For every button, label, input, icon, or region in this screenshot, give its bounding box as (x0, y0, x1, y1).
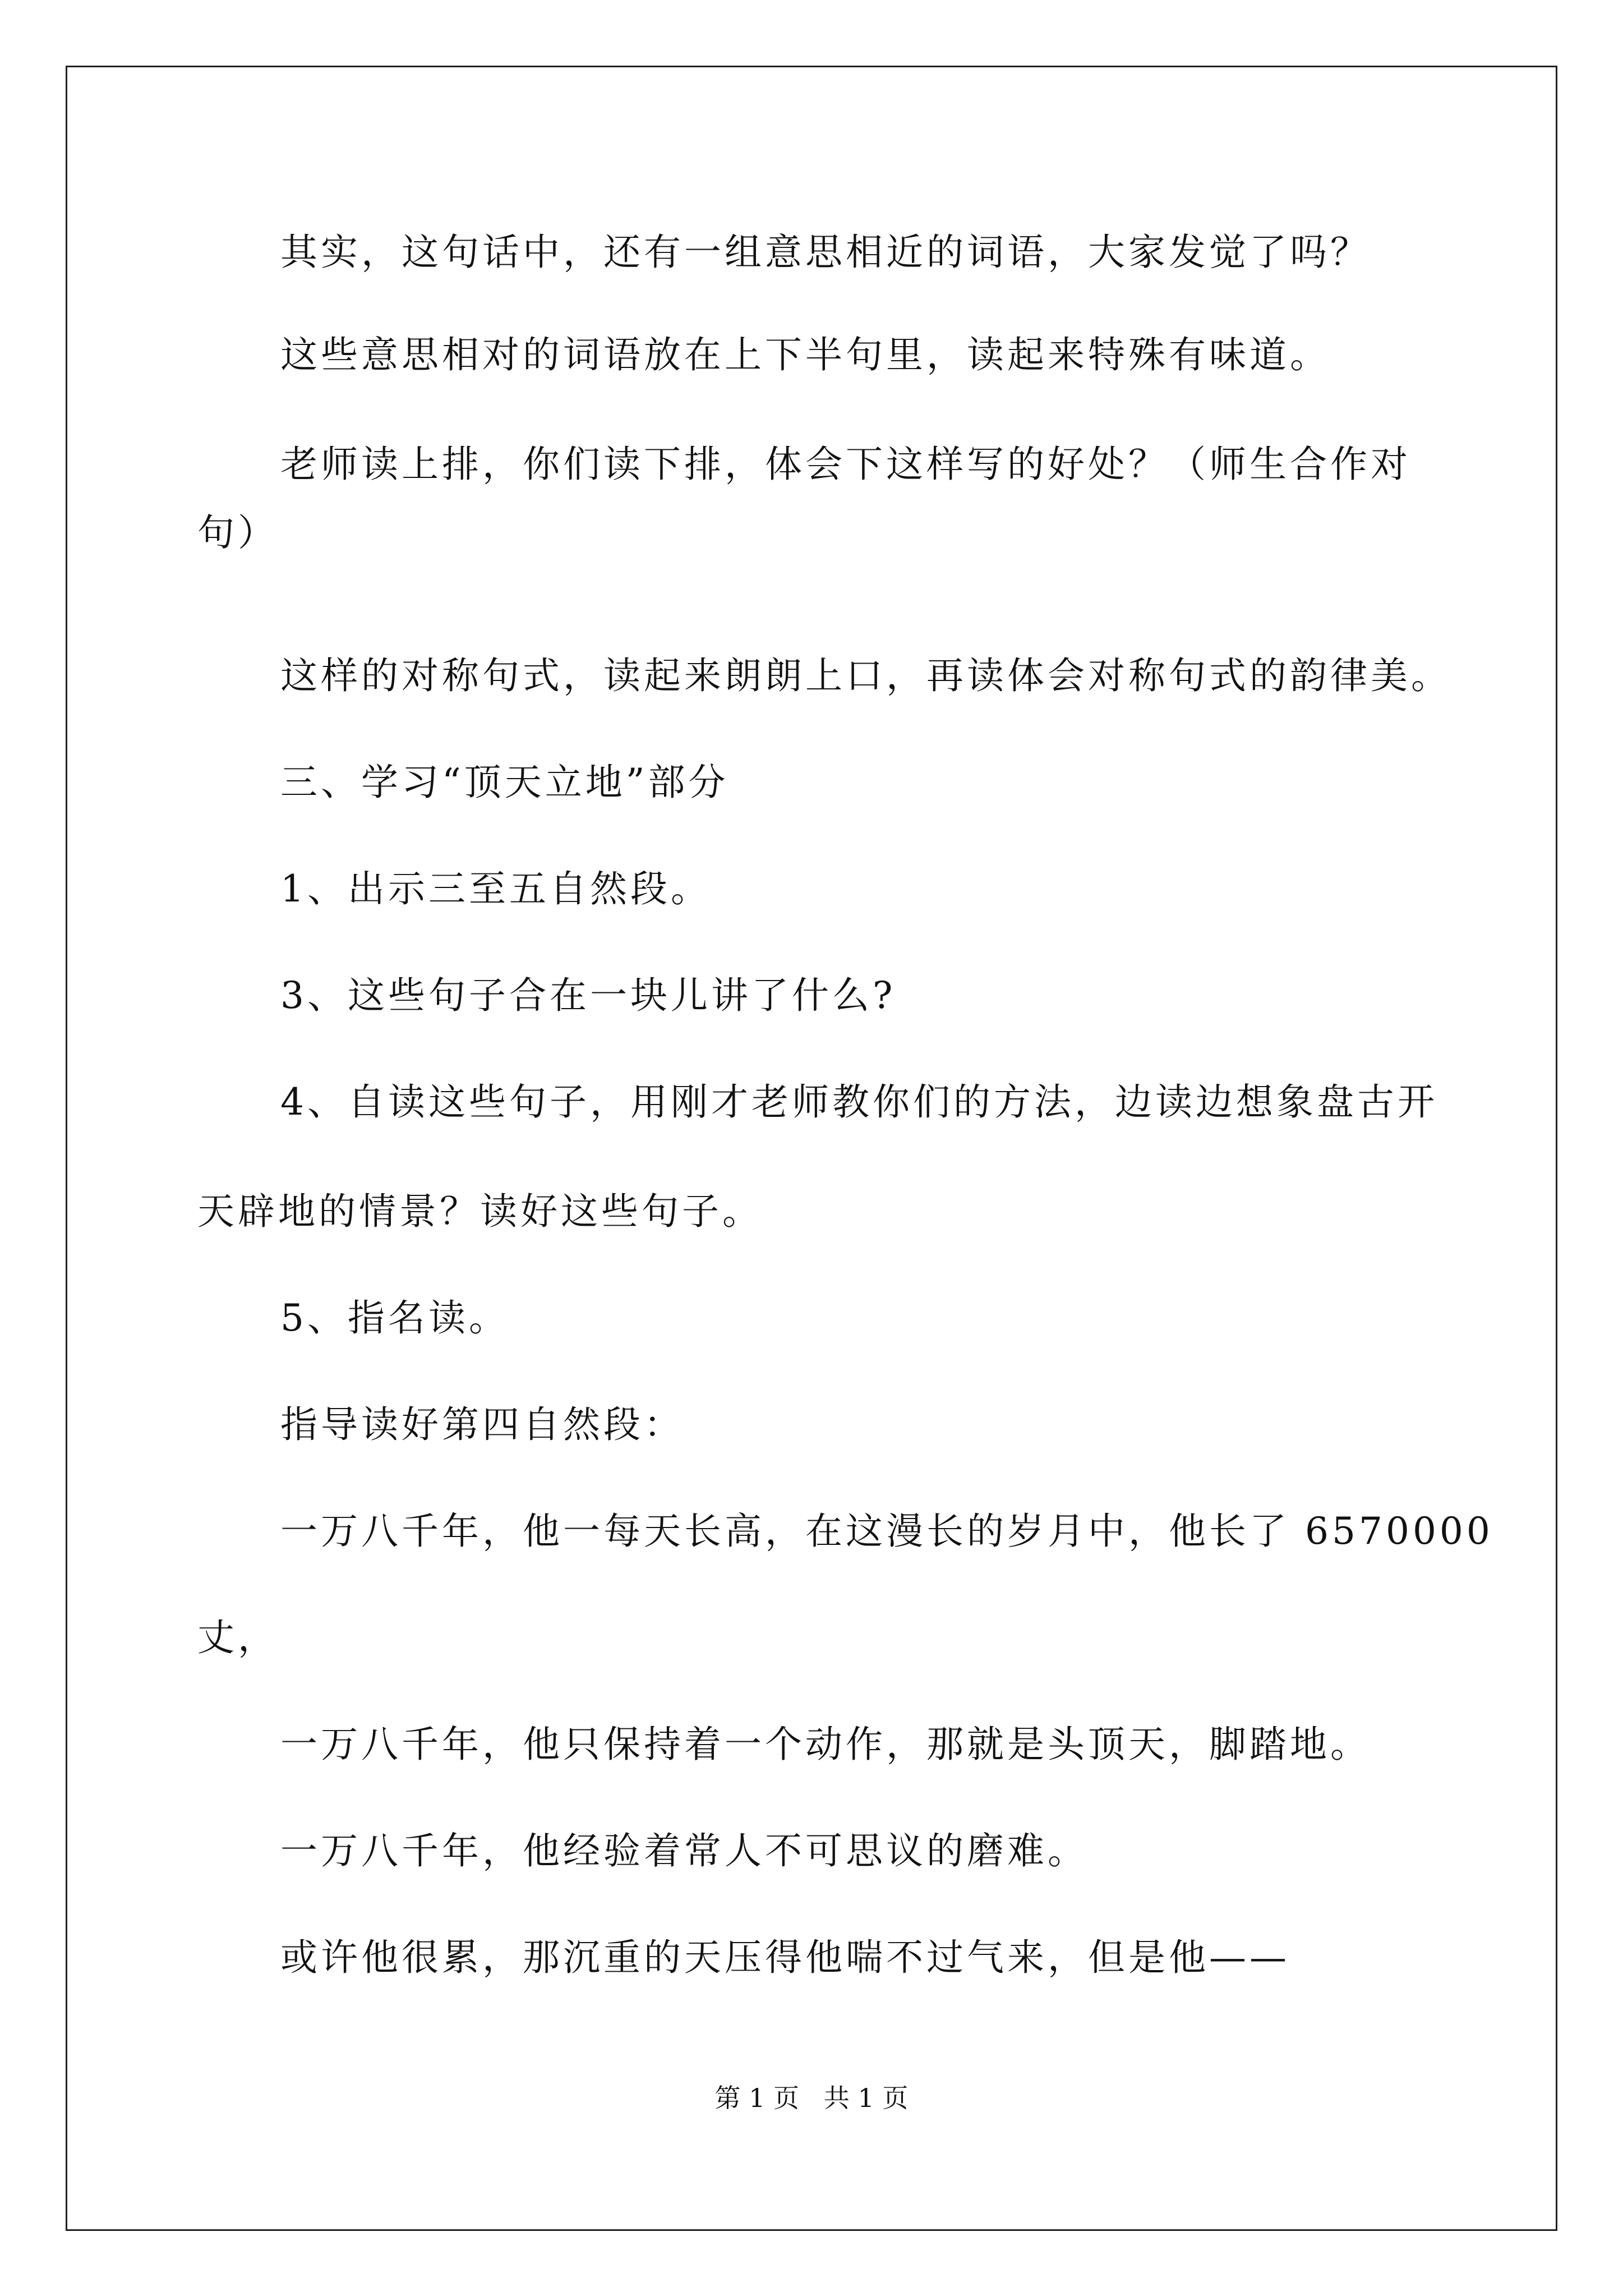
text-line-10: 天辟地的情景？读好这些句子。 (197, 1190, 763, 1233)
text-line-13: 一万八千年，他一每天长高，在这漫长的岁月中，他长了 6570000 (280, 1510, 1493, 1553)
text-line-17: 或许他很累，那沉重的天压得他喘不过气来，但是他—— (280, 1936, 1290, 1979)
text-line-16: 一万八千年，他经验着常人不可思议的磨难。 (280, 1829, 1088, 1872)
text-line-1: 其实，这句话中，还有一组意思相近的词语，大家发觉了吗？ (280, 231, 1371, 274)
text-line-3: 老师读上排，你们读下排，体会下这样写的好处？（师生合作对 (280, 443, 1411, 486)
text-line-11: 5、指名读。 (280, 1296, 509, 1340)
page-footer: 第 1 页 共 1 页 (714, 2083, 909, 2113)
text-line-4: 句） (197, 511, 278, 554)
page-border (66, 66, 1557, 2231)
text-line-14: 丈， (197, 1616, 278, 1659)
text-line-9: 4、自读这些句子，用刚才老师教你们的方法，边读边想象盘古开 (280, 1080, 1438, 1124)
text-line-2: 这些意思相对的词语放在上下半句里，读起来特殊有味道。 (280, 333, 1330, 376)
text-line-8: 3、这些句子合在一块儿讲了什么? (280, 974, 896, 1017)
text-line-6: 三、学习“顶天立地”部分 (280, 761, 729, 804)
text-line-5: 这样的对称句式，读起来朗朗上口，再读体会对称句式的韵律美。 (280, 654, 1451, 697)
text-line-7: 1、出示三至五自然段。 (280, 867, 711, 910)
text-line-12: 指导读好第四自然段： (280, 1403, 684, 1446)
text-line-15: 一万八千年，他只保持着一个动作，那就是头顶天，脚踏地。 (280, 1723, 1371, 1766)
